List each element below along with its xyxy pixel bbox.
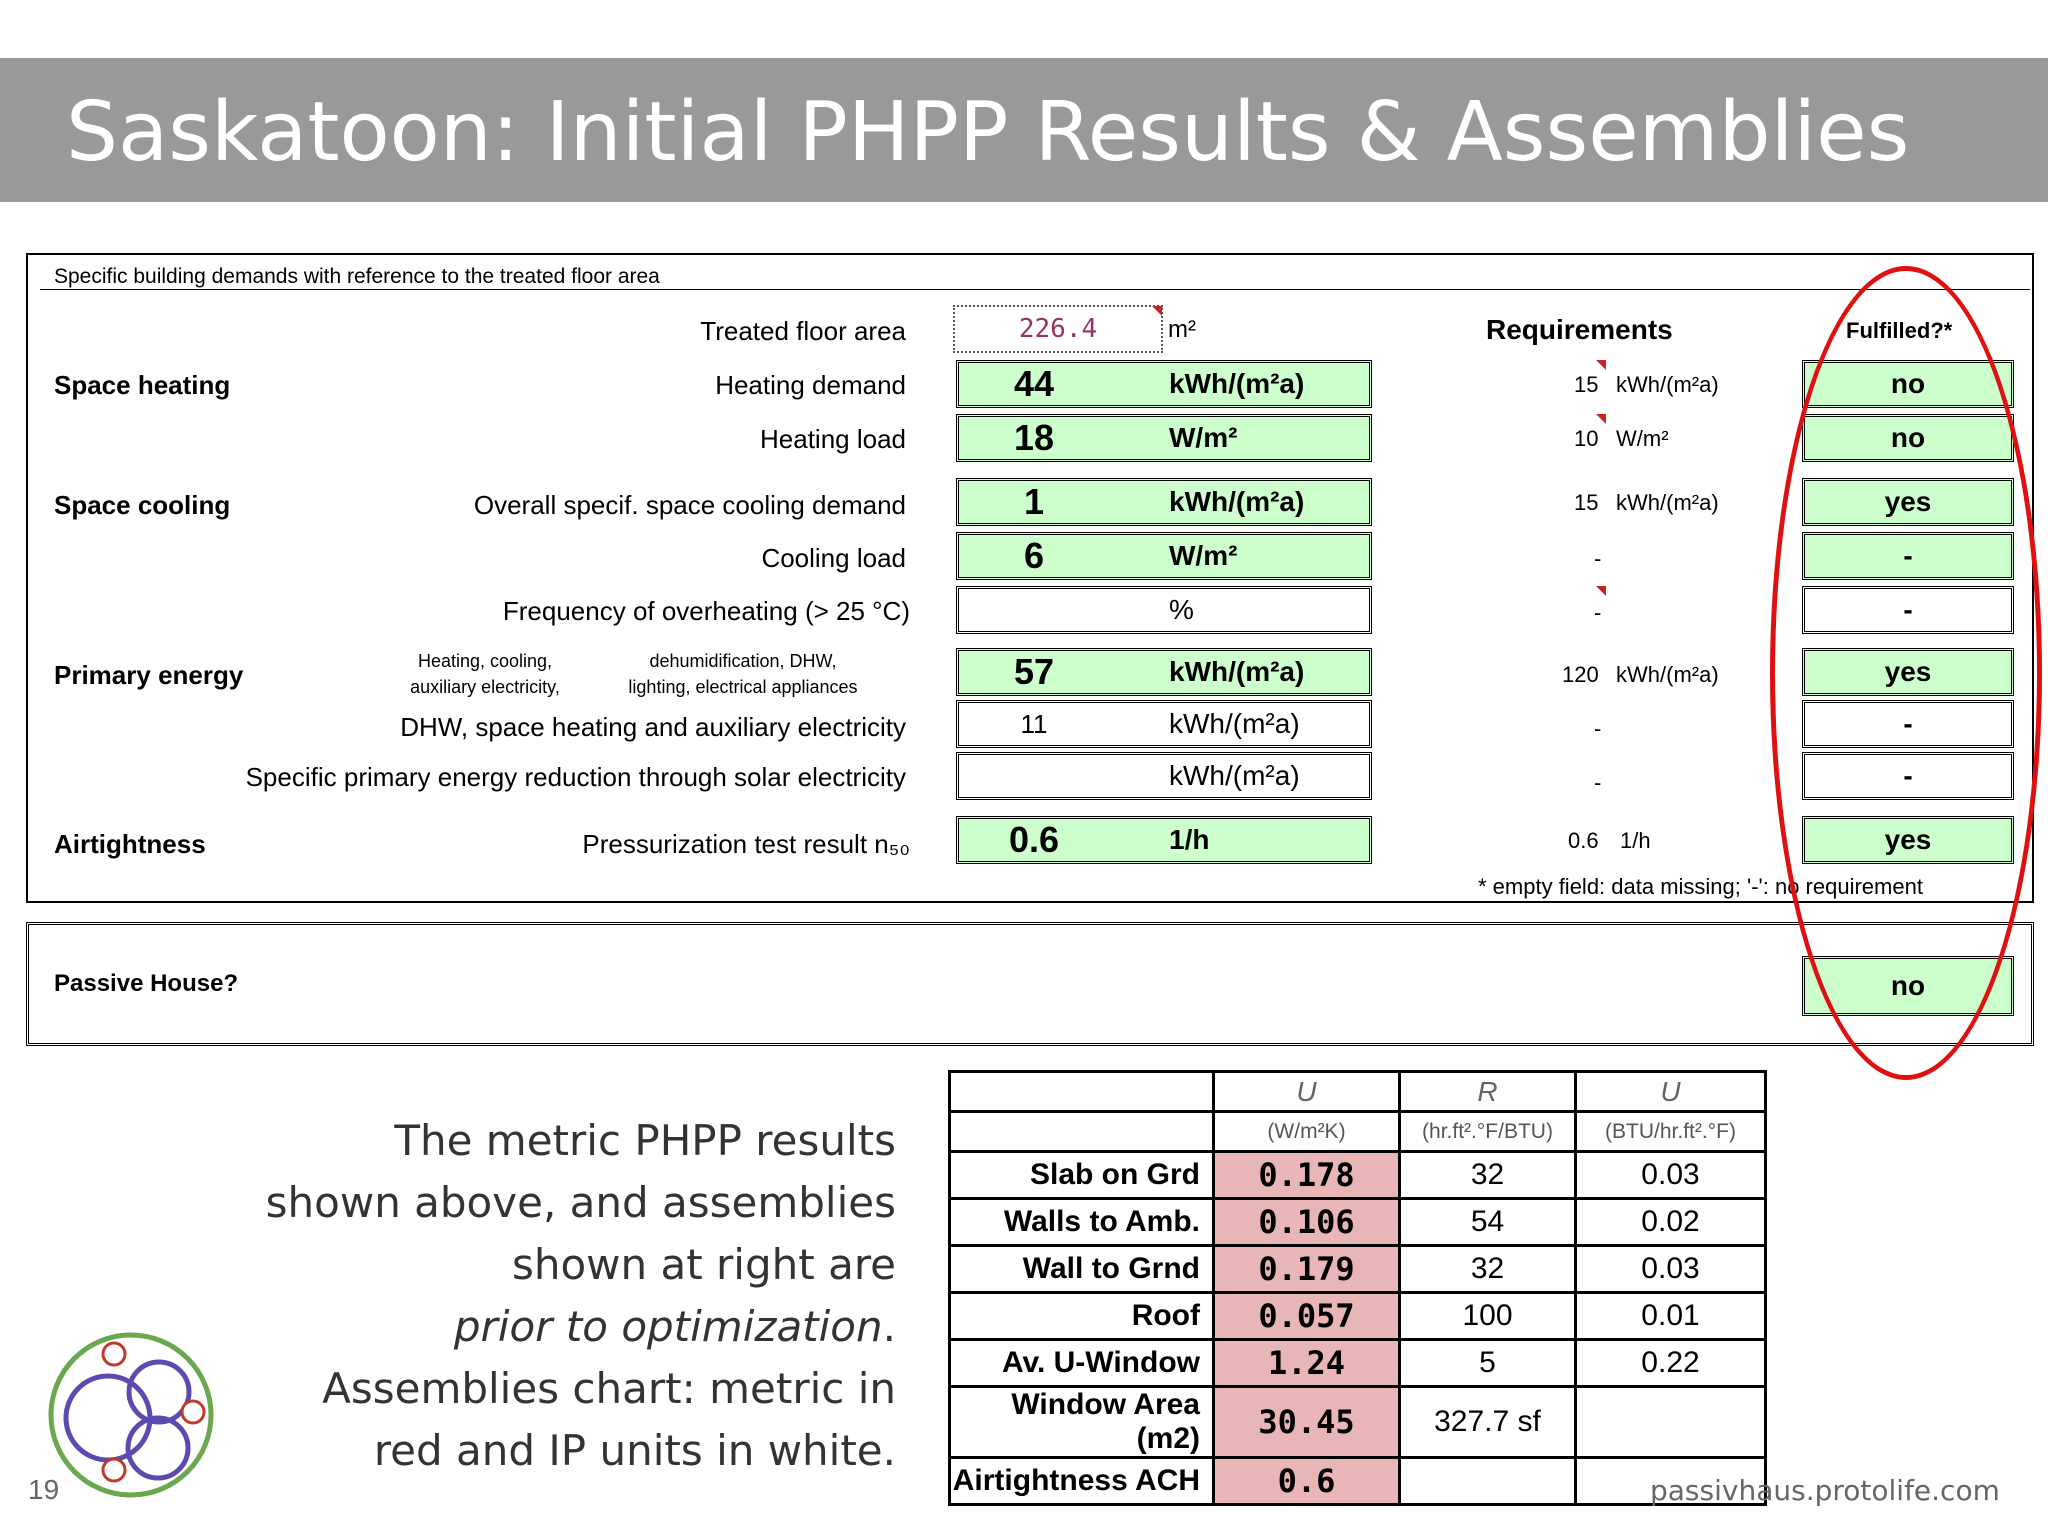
fulfilled-cell: yes xyxy=(1802,816,2014,864)
ip-r-value: 54 xyxy=(1400,1199,1576,1246)
unit: 1/h xyxy=(1169,824,1210,855)
fulfilled-cell: no xyxy=(1802,360,2014,408)
comment-marker xyxy=(1596,414,1606,424)
site-url: passivhaus.protolife.com xyxy=(1650,1474,2000,1507)
value: 44 xyxy=(1013,363,1055,404)
value: 6 xyxy=(1023,535,1045,576)
table-row xyxy=(950,1199,1766,1246)
pe-note-1a: Heating, cooling, xyxy=(417,651,553,671)
body-line xyxy=(170,1296,896,1358)
requirement-value: - xyxy=(1594,716,1602,741)
assembly-name: Walls to Amb. xyxy=(950,1199,1214,1246)
pe-note-1 xyxy=(402,648,568,700)
requirement-unit: kWh/(m²a) xyxy=(1616,662,1719,687)
pe-note-2b: lighting, electrical appliances xyxy=(628,677,858,697)
value-cell xyxy=(956,532,1372,580)
pe-note-2a: dehumidification, DHW, xyxy=(649,651,837,671)
value-cell xyxy=(956,700,1372,748)
value: 18 xyxy=(1013,417,1055,458)
unit-cell: (W/m²K) xyxy=(1214,1112,1400,1152)
metric-value: 30.45 xyxy=(1214,1387,1400,1458)
requirement-value: - xyxy=(1594,600,1602,625)
header-cell xyxy=(950,1072,1214,1112)
metric-value: 0.106 xyxy=(1214,1199,1400,1246)
table-row xyxy=(950,1152,1766,1199)
fulfilled-cell: - xyxy=(1802,752,2014,800)
unit: W/m² xyxy=(1169,540,1238,571)
value: 11 xyxy=(1020,709,1048,739)
unit-cell xyxy=(950,1112,1214,1152)
assembly-name: Slab on Grd xyxy=(950,1152,1214,1199)
unit: kWh/(m²a) xyxy=(1169,486,1305,517)
unit: % xyxy=(1169,594,1194,625)
value-cell xyxy=(956,752,1372,800)
value-cell xyxy=(956,586,1372,634)
value: 1 xyxy=(1023,481,1045,522)
ip-u-value xyxy=(1576,1387,1766,1458)
value-cell xyxy=(956,414,1372,462)
ip-u-value: 0.03 xyxy=(1576,1246,1766,1293)
value-cell xyxy=(956,478,1372,526)
page-number: 19 xyxy=(28,1474,60,1505)
logo-dot xyxy=(103,1343,125,1365)
requirement-unit: 1/h xyxy=(1620,828,1651,853)
body-line: shown at right are xyxy=(511,1240,896,1289)
treated-floor-area-value: 226.4 xyxy=(953,305,1163,353)
header-cell: U xyxy=(1576,1072,1766,1112)
fulfilled-cell: - xyxy=(1802,700,2014,748)
body-line: Assemblies chart: metric in xyxy=(322,1364,896,1413)
fulfilled-header: Fulfilled?* xyxy=(1846,318,1953,343)
ip-u-value: 0.22 xyxy=(1576,1340,1766,1387)
requirement-value: 10 xyxy=(1574,426,1599,451)
metric-value: 1.24 xyxy=(1214,1340,1400,1387)
fulfilled-cell: yes xyxy=(1802,648,2014,696)
treated-floor-area-label: Treated floor area xyxy=(700,316,906,346)
ip-r-value xyxy=(1400,1458,1576,1505)
row-label: Pressurization test result n₅₀ xyxy=(582,829,910,859)
fulfilled-cell: yes xyxy=(1802,478,2014,526)
assembly-name: Wall to Grnd xyxy=(950,1246,1214,1293)
unit-cell: (BTU/hr.ft².°F) xyxy=(1576,1112,1766,1152)
value: 57 xyxy=(1013,651,1055,692)
logo-circle xyxy=(66,1376,150,1460)
requirement-value: 15 xyxy=(1574,490,1599,515)
row-label: Overall specif. space cooling demand xyxy=(473,490,906,520)
requirement-value: - xyxy=(1594,546,1602,571)
metric-value: 0.179 xyxy=(1214,1246,1400,1293)
category-primary-energy: Primary energy xyxy=(54,660,244,690)
unit: kWh/(m²a) xyxy=(1169,760,1300,791)
requirement-value: 120 xyxy=(1562,662,1599,687)
fulfilled-cell: - xyxy=(1802,532,2014,580)
footnote: * empty field: data missing; '-': no requirement xyxy=(1478,874,1923,899)
body-text xyxy=(170,1110,896,1482)
slide-title: Saskatoon: Initial PHPP Results & Assemblies xyxy=(66,85,1910,180)
assembly-name: Roof xyxy=(950,1293,1214,1340)
row-label: Heating load xyxy=(760,424,906,454)
body-line: red and IP units in white. xyxy=(373,1426,896,1475)
table-row xyxy=(950,1340,1766,1387)
assembly-name: Airtightness ACH xyxy=(950,1458,1214,1505)
comment-marker xyxy=(1152,306,1162,316)
requirement-value: 0.6 xyxy=(1568,828,1599,853)
row-label: Specific primary energy reduction through solar electricity xyxy=(245,762,906,792)
header-row xyxy=(950,1072,1766,1112)
requirements-header: Requirements xyxy=(1486,314,1673,345)
value-cell xyxy=(956,816,1372,864)
pe-note-1b: auxiliary electricity, xyxy=(410,677,560,697)
metric-value: 0.178 xyxy=(1214,1152,1400,1199)
unit: kWh/(m²a) xyxy=(1169,708,1300,739)
header-cell: U xyxy=(1214,1072,1400,1112)
table-row xyxy=(950,1293,1766,1340)
highlight-ellipse xyxy=(1770,266,2042,1080)
ip-u-value: 0.03 xyxy=(1576,1152,1766,1199)
passive-house-panel xyxy=(26,922,2034,1046)
unit: kWh/(m²a) xyxy=(1169,368,1305,399)
value-cell xyxy=(956,648,1372,696)
body-line: The metric PHPP results xyxy=(394,1116,896,1165)
row-label: Frequency of overheating (> 25 °C) xyxy=(502,596,910,626)
row-label: Cooling load xyxy=(761,543,906,573)
logo-dot xyxy=(103,1459,125,1481)
assembly-name: Av. U-Window xyxy=(950,1340,1214,1387)
category-space-cooling: Space cooling xyxy=(54,490,231,520)
assembly-name: Window Area (m2) xyxy=(950,1387,1214,1458)
value: 0.6 xyxy=(1008,819,1060,860)
comment-marker xyxy=(1596,360,1606,370)
units-row xyxy=(950,1112,1766,1152)
unit: kWh/(m²a) xyxy=(1169,656,1305,687)
unit: W/m² xyxy=(1169,422,1238,453)
period: . xyxy=(882,1302,896,1351)
assemblies-table xyxy=(948,1070,1767,1506)
protolife-logo xyxy=(46,1330,216,1500)
ip-r-value: 100 xyxy=(1400,1293,1576,1340)
requirement-value: - xyxy=(1594,770,1602,795)
category-airtightness: Airtightness xyxy=(54,829,206,859)
requirement-value: 15 xyxy=(1574,372,1599,397)
logo-dot xyxy=(182,1401,204,1423)
requirement-unit: W/m² xyxy=(1616,426,1669,451)
ip-u-value: 0.01 xyxy=(1576,1293,1766,1340)
ip-r-value: 5 xyxy=(1400,1340,1576,1387)
metric-value: 0.6 xyxy=(1214,1458,1400,1505)
header-cell: R xyxy=(1400,1072,1576,1112)
ip-r-value: 327.7 sf xyxy=(1400,1387,1576,1458)
comment-marker xyxy=(1596,586,1606,596)
fulfilled-cell: no xyxy=(1802,414,2014,462)
requirement-unit: kWh/(m²a) xyxy=(1616,372,1719,397)
value-cell xyxy=(956,360,1372,408)
requirement-unit: kWh/(m²a) xyxy=(1616,490,1719,515)
row-label: Heating demand xyxy=(715,370,906,400)
ip-u-value: 0.02 xyxy=(1576,1199,1766,1246)
ip-r-value: 32 xyxy=(1400,1246,1576,1293)
unit-cell: (hr.ft².°F/BTU) xyxy=(1400,1112,1576,1152)
ip-r-value: 32 xyxy=(1400,1152,1576,1199)
phpp-heading: Specific building demands with reference to the treated floor area xyxy=(40,264,2030,290)
metric-value: 0.057 xyxy=(1214,1293,1400,1340)
table-row xyxy=(950,1387,1766,1458)
category-space-heating: Space heating xyxy=(54,370,231,400)
fulfilled-cell: - xyxy=(1802,586,2014,634)
table-row xyxy=(950,1246,1766,1293)
table-row xyxy=(950,1458,1766,1505)
passive-house-label: Passive House? xyxy=(54,970,239,997)
treated-floor-area-unit: m² xyxy=(1168,316,1196,343)
body-line: shown above, and assemblies xyxy=(265,1178,896,1227)
passive-house-value: no xyxy=(1802,956,2014,1016)
emphasis: prior to optimization xyxy=(453,1302,883,1351)
pe-note-2 xyxy=(612,648,874,700)
row-label: DHW, space heating and auxiliary electricity xyxy=(400,712,906,742)
